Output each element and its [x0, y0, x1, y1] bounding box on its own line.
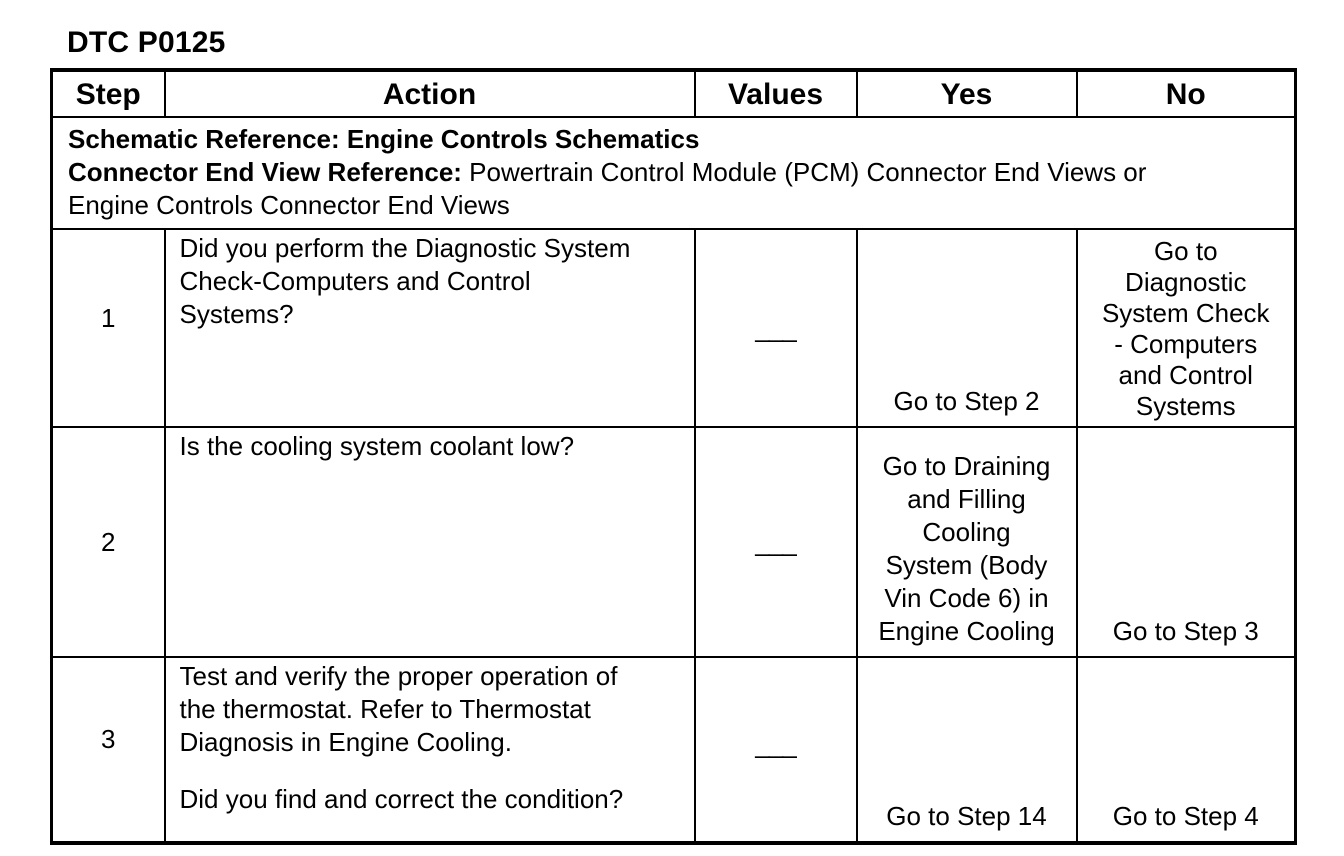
step-number: [52, 427, 165, 657]
step-number-text: 3: [101, 724, 116, 754]
action-question: Did you find and correct the condition?: [179, 784, 624, 814]
connector-reference: [68, 156, 1294, 189]
no-line: System Check: [1101, 298, 1270, 328]
header-yes: Yes: [857, 70, 1077, 117]
header-row: [52, 70, 1296, 117]
no-cell: [1077, 657, 1296, 843]
yes-line: Engine Cooling: [878, 616, 1055, 646]
yes-line: Cooling: [922, 517, 1011, 547]
no-line: Go to Step 3: [1112, 616, 1259, 646]
step-number-text: 1: [101, 302, 116, 333]
value-text: ___: [755, 312, 796, 343]
yes-cell: [857, 657, 1077, 843]
action-line: Systems?: [179, 299, 294, 329]
action-cell: [165, 657, 695, 843]
step-number: [52, 657, 165, 843]
no-line: Go to Step 4: [1112, 801, 1259, 831]
table-row: [52, 229, 1296, 427]
value-cell: [695, 427, 857, 657]
no-line: and Control: [1118, 360, 1253, 390]
yes-cell: [857, 427, 1077, 657]
reference-row: [52, 117, 1296, 229]
no-line: Diagnostic: [1125, 267, 1247, 297]
yes-line: Vin Code 6) in: [884, 583, 1049, 613]
action-line: Did you perform the Diagnostic System: [179, 233, 631, 263]
diagnostic-table: [50, 68, 1297, 845]
yes-line: Go to Draining: [882, 451, 1051, 481]
schematic-reference: Schematic Reference: Engine Controls Schematics: [68, 124, 700, 154]
reference-cell: [52, 117, 1296, 229]
action-line: Check-Computers and Control: [179, 266, 531, 296]
value-text: ___: [755, 729, 796, 759]
no-line: - Computers: [1114, 329, 1258, 359]
action-cell: [165, 229, 695, 427]
action-line: the thermostat. Refer to Thermostat: [179, 694, 591, 724]
yes-line: System (Body: [885, 550, 1048, 580]
step-number: [52, 229, 165, 427]
action-cell: [165, 427, 695, 657]
connector-reference-label: Connector End View Reference:: [68, 157, 462, 187]
value-text: ___: [755, 526, 796, 557]
action-line: Diagnosis in Engine Cooling.: [179, 727, 512, 757]
header-no: No: [1077, 70, 1296, 117]
header-step: Step: [52, 70, 165, 117]
value-cell: [695, 229, 857, 427]
no-cell: [1077, 427, 1296, 657]
connector-reference-text-2: Engine Controls Connector End Views: [68, 190, 510, 220]
table-row: [52, 657, 1296, 843]
no-line: Go to: [1153, 236, 1218, 266]
no-cell: [1077, 229, 1296, 427]
page-title: DTC P0125: [67, 26, 226, 59]
value-cell: [695, 657, 857, 843]
header-action: Action: [165, 70, 695, 117]
step-number-text: 2: [101, 526, 116, 557]
yes-cell: [857, 229, 1077, 427]
table-row: [52, 427, 1296, 657]
action-line: Test and verify the proper operation of: [179, 661, 618, 691]
yes-line: Go to Step 14: [886, 801, 1047, 831]
yes-line: Go to Step 2: [893, 386, 1040, 416]
action-line: Is the cooling system coolant low?: [179, 431, 575, 461]
yes-line: and Filling: [907, 484, 1026, 514]
no-line: Systems: [1135, 391, 1236, 421]
header-values: Values: [695, 70, 857, 117]
connector-reference-text-1: Powertrain Control Module (PCM) Connector End Views or: [461, 157, 1147, 187]
